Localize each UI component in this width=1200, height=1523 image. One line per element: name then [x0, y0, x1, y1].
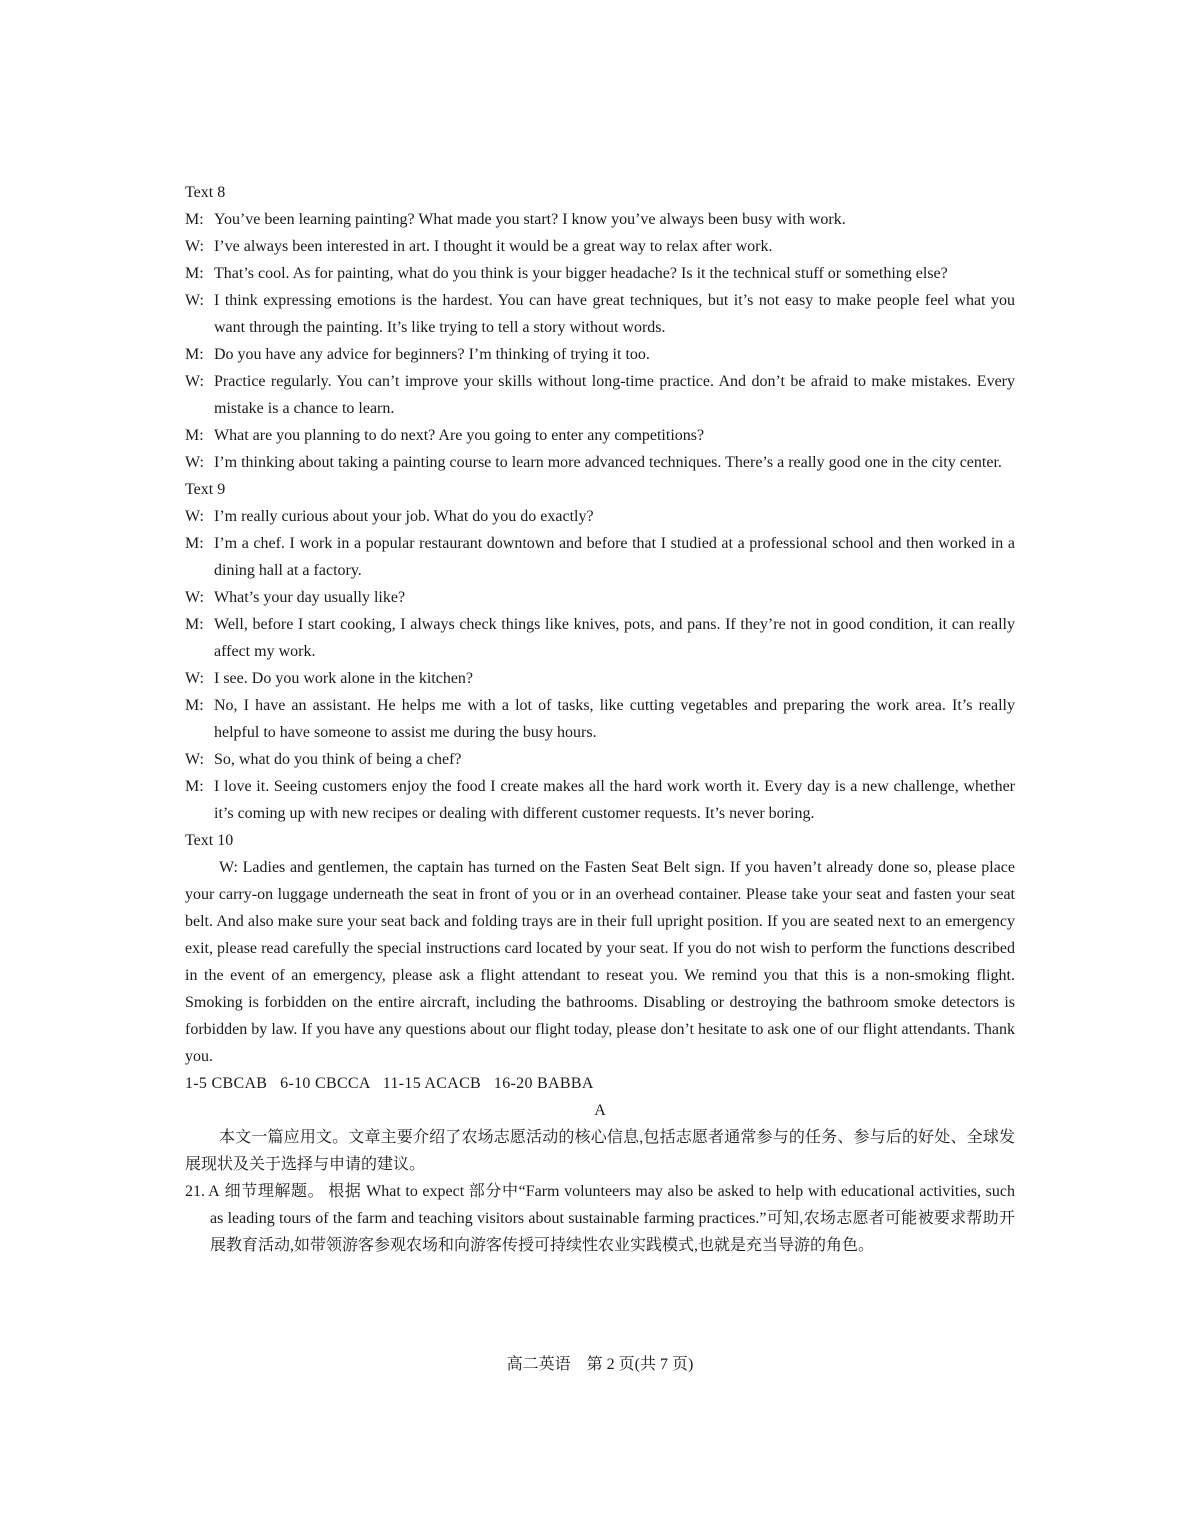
dialogue-line — [185, 665, 1015, 692]
dialogue-line — [185, 206, 1015, 233]
dialogue-text: I’m really curious about your job. What do you do exactly? — [214, 508, 594, 525]
dialogue-text: So, what do you think of being a chef? — [214, 751, 462, 768]
page-footer: 高二英语 第 2 页(共 7 页) — [506, 1356, 694, 1373]
speaker-label: W: — [185, 373, 204, 390]
speaker-label: W: — [185, 454, 204, 471]
dialogue-line — [185, 584, 1015, 611]
speaker-label: M: — [185, 535, 204, 552]
dialogue-line — [185, 611, 1015, 665]
dialogue-text: Do you have any advice for beginners? I’m thinking of trying it too. — [214, 346, 650, 363]
dialogue-text: What’s your day usually like? — [214, 589, 406, 606]
dialogue-text: I think expressing emotions is the hardest. You can have great techniques, but it’s not easy to make people feel what you want through the painting. It’s like trying to tell a story without words. — [214, 292, 1015, 336]
dialogue-text: I love it. Seeing customers enjoy the food I create makes all the hard work worth it. Every day is a new challenge, whether it’s coming up with new recipes or dealing with different customer requests. It’s never boring. — [214, 778, 1015, 822]
speaker-label: W: — [185, 670, 204, 687]
dialogue-line — [185, 233, 1015, 260]
monologue-text: Ladies and gentlemen, the captain has turned on the Fasten Seat Belt sign. If you haven’t already done so, please place your carry-on luggage underneath the seat in front of you or in an overhead container. Please take your seat and fasten your seat belt. And also make sure your seat back and folding trays are in their full upright position. If you are seated next to an emergency exit, please read carefully the special instructions card located by your seat. If you do not wish to perform the functions described in the event of an emergency, please ask a flight attendant to reseat you. We remind you that this is a non-smoking flight. Smoking is forbidden on the entire aircraft, including the bathrooms. Disabling or destroying the bathroom smoke detectors is forbidden by law. If you have any questions about our flight today, please don’t hesitate to ask one of our flight attendants. Thank you. — [185, 859, 1016, 1065]
dialogue-line — [185, 773, 1015, 827]
question-number: 21. A — [185, 1183, 220, 1200]
dialogue-line — [185, 503, 1015, 530]
speaker-label: W: — [185, 508, 204, 525]
dialogue-text: That’s cool. As for painting, what do you think is your bigger headache? Is it the technical stuff or something else? — [214, 265, 948, 282]
answer-page — [185, 179, 1015, 1259]
section-a-label: A — [594, 1102, 606, 1119]
dialogue-text: I see. Do you work alone in the kitchen? — [214, 670, 474, 687]
speaker-label: W: — [185, 589, 204, 606]
answer-key: 1-5 CBCAB 6-10 CBCCA 11-15 ACACB 16-20 BABBA — [185, 1075, 594, 1092]
dialogue-text: No, I have an assistant. He helps me with a lot of tasks, like cutting vegetables and preparing the work area. It’s really helpful to have someone to assist me during the busy hours. — [214, 697, 1015, 741]
speaker-label: M: — [185, 346, 204, 363]
speaker-label: M: — [185, 778, 204, 795]
dialogue-text: Practice regularly. You can’t improve your skills without long-time practice. And don’t be afraid to make mistakes. Every mistake is a chance to learn. — [214, 373, 1015, 417]
text8-dialogue — [185, 206, 1015, 476]
dialogue-text: What are you planning to do next? Are you going to enter any competitions? — [214, 427, 705, 444]
dialogue-line — [185, 260, 1015, 287]
speaker-label: W: — [185, 238, 204, 255]
speaker-label: M: — [185, 697, 204, 714]
dialogue-line — [185, 692, 1015, 746]
speaker-label: M: — [185, 265, 204, 282]
dialogue-line — [185, 746, 1015, 773]
dialogue-text: I’m thinking about taking a painting course to learn more advanced techniques. There’s a really good one in the city center. — [214, 454, 1002, 471]
dialogue-line — [185, 449, 1015, 476]
text9-dialogue — [185, 503, 1015, 827]
dialogue-text: You’ve been learning painting? What made you start? I know you’ve always been busy with work. — [214, 211, 846, 228]
text10-heading: Text 10 — [185, 832, 234, 849]
speaker-label: M: — [185, 211, 204, 228]
speaker-label: W: — [219, 859, 238, 876]
dialogue-line — [185, 368, 1015, 422]
dialogue-text: I’ve always been interested in art. I thought it would be a great way to relax after work. — [214, 238, 773, 255]
dialogue-line — [185, 422, 1015, 449]
dialogue-line — [185, 341, 1015, 368]
question-21-explanation — [185, 1178, 1015, 1259]
section-a-intro: 本文一篇应用文。文章主要介绍了农场志愿活动的核心信息,包括志愿者通常参与的任务、参与后的好处、全球发展现状及关于选择与申请的建议。 — [185, 1129, 1015, 1173]
dialogue-line — [185, 530, 1015, 584]
dialogue-line — [185, 287, 1015, 341]
speaker-label: M: — [185, 616, 204, 633]
speaker-label: M: — [185, 427, 204, 444]
dialogue-text: I’m a chef. I work in a popular restaurant downtown and before that I studied at a professional school and then worked in a dining hall at a factory. — [214, 535, 1015, 579]
text10-monologue — [185, 854, 1015, 1070]
dialogue-text: Well, before I start cooking, I always check things like knives, pots, and pans. If they’re not in good condition, it can really affect my work. — [214, 616, 1015, 660]
text8-heading: Text 8 — [185, 184, 226, 201]
speaker-label: W: — [185, 292, 204, 309]
speaker-label: W: — [185, 751, 204, 768]
text9-heading: Text 9 — [185, 481, 226, 498]
question-type: 细节理解题。 — [224, 1183, 325, 1200]
question-explanation: 根据 What to expect 部分中“Farm volunteers may also be asked to help with educational activities, such as leading tours of the farm and teaching visitors about sustainable farming practices.”可知,农场志愿者可能被要求帮助开展教育活动,如带领游客参观农场和向游客传授可持续性农业实践模式,也就是充当导游的角色。 — [210, 1183, 1015, 1254]
